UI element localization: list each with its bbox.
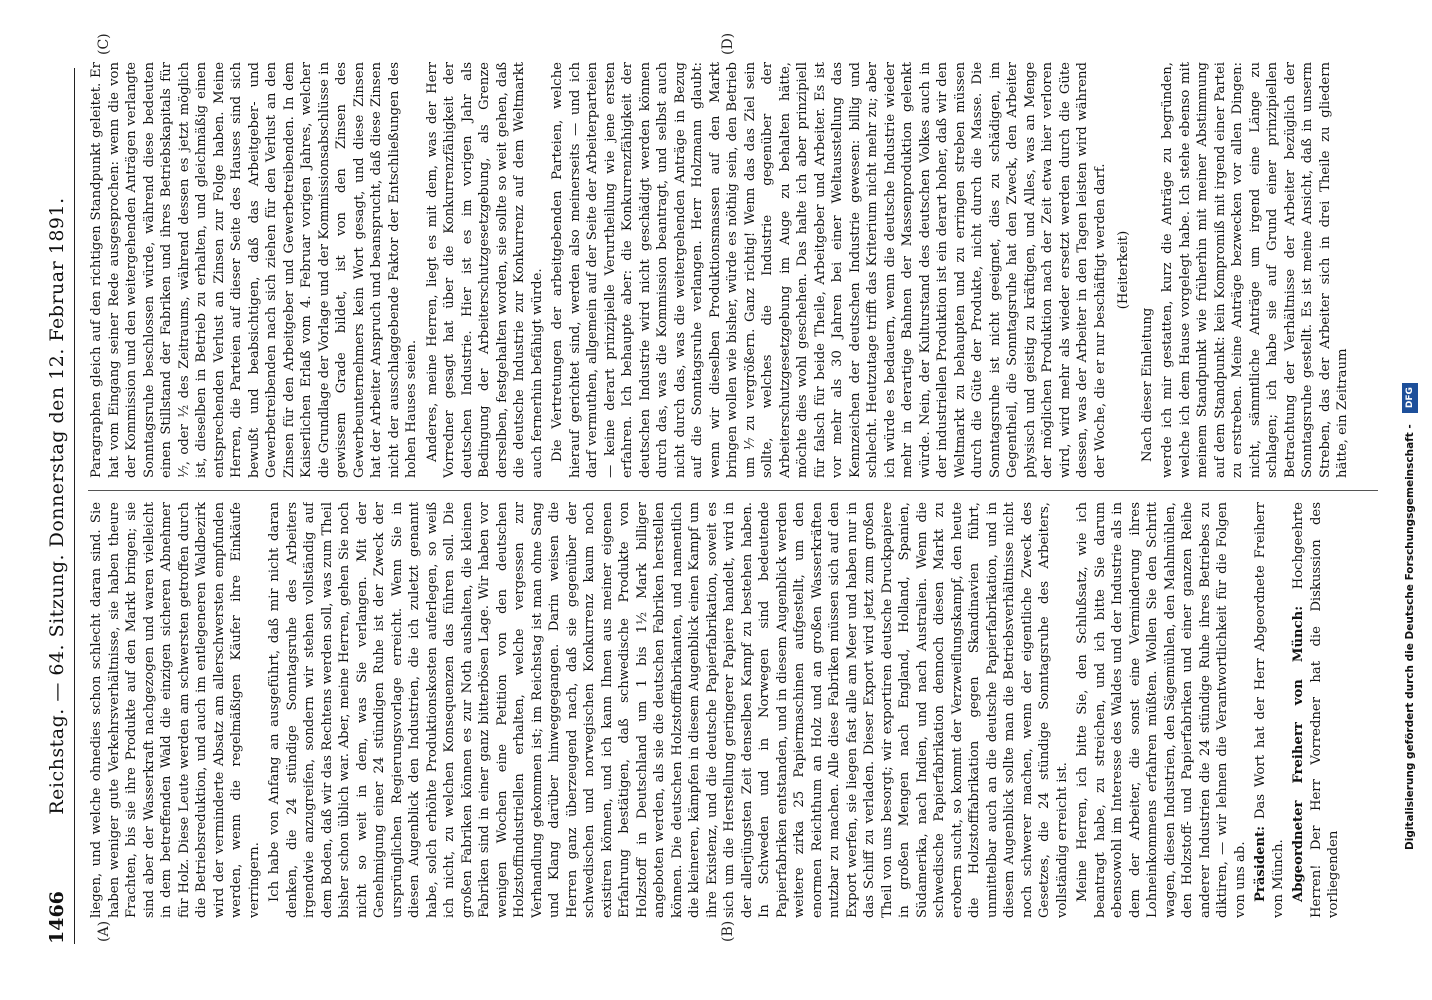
page-title: Reichstag. — 64. Sitzung. Donnerstag den 12. Februar 1891.	[46, 197, 68, 815]
president-statement	[1252, 502, 1287, 918]
interjection: (Heiterkeit)	[1116, 230, 1131, 310]
paragraph: Paragraphen gleich auf den richtigen Standpunkt geleitet. Er hat vom Eingang seiner Rede ausgesprochen: wenn die von der Kommission und den weitergehenden Anträgen verlangte Sonntagsruhe beschlossen würde, während diese bedeuten einen Stillstand der Fabriken und ihres Betriebskapitals für ¹⁄₇, oder ¹⁄₂ des Zeitraums, während dessen es jetzt möglich ist, dieselben in Betrieb zu erhalten, und gleichmäßig einen entsprechenden Verlust an Zinsen zur Folge haben. Meine Herren, die Parteien auf dieser Seite des Hauses sind sich bewußt und beabsichtigen, daß das Arbeitgeber- und Gewerbetreibenden nach sich ziehen für den Verlust an den Zinsen für den Arbeitgeber und Gewerbetreibenden. In dem Kaiserlichen Erlaß vom 4. Februar vorigen Jahres, welcher die Grundlage der Vorlage und der Kommissionsabschlüsse in gewissem Grade bildet, ist von den Zinsen des Gewerbeunternehmers kein Wort gesagt, und diese Zinsen hat der Arbeiter Anspruch und beansprucht, daß diese Zinsen nicht der ausschlaggebende Faktor der Entschließungen des hohen Hauses seien.	[89, 62, 419, 478]
president-label: Präsident:	[1253, 825, 1268, 902]
paragraph: Meine Herren, ich bitte Sie, den Schlußsatz, wie ich beantragt habe, zu streichen, und ich bitte Sie darum ebensowohl im Interesse des Waldes und der Industrie als in dem der Arbeiter, die sonst eine Verminderung ihres Lohneinkommens erfahren müßten. Wollen Sie den Schritt wagen, diesen Industrien, den Sägemühlen, den Mahlmühlen, den Holzstoff- und Papierfabriken und einer ganzen Reihe anderer Industrien die 24 stündige Ruhe ihres Betriebes zu diktiren, — wir lehnen die Verantwortlichkeit für die Folgen von uns ab.	[1075, 502, 1248, 918]
margin-mark-b: (B)	[720, 920, 736, 942]
paragraph: Anderes, meine Herren, liegt es mit dem, was der Herr Vorredner gesagt hat über die Konkurrenzfähigkeit der deutschen Industrie. Hier ist es im vorigen Jahr als Bedingung der Arbeiterschutzgesetzgebung, als Grenze derselben, festgehalten worden, sie sollte so weit gehen, daß die deutsche Industrie zur Konkurrenz auf dem Weltmarkt auch fernerhin befähigt würde.	[424, 62, 545, 478]
dfg-logo: DFG	[1402, 383, 1418, 413]
speaker-statement	[1290, 502, 1343, 918]
page-number: 1466	[46, 891, 68, 944]
margin-mark-d: (D)	[720, 32, 736, 55]
column-divider	[88, 490, 1378, 491]
digitization-footer	[1402, 150, 1422, 850]
president-text: Das Wort hat der Herr Abgeordnete Freiherr von Münch.	[1253, 502, 1286, 918]
margin-mark-c: (C)	[96, 33, 112, 55]
paragraph: liegen, und welche ohnedies schon schlecht daran sind. Sie haben weniger gute Verkehrsverhältnisse, sie haben theure Frachten, bis sie ihre Produkte auf den Markt bringen; sie sind aber der Wasserkraft nachgezogen und waren vielleicht in dem betreffenden Wald die einzigen sicheren Abnehmer für Holz. Diese Leute werden am schwersten getroffen durch die Betriebsreduktion, und auch im entlegeneren Waldbezirk wird der verminderte Absatz am allerschwersten empfunden werden, wenn die regelmäßigen Käufer ihre Einkäufe verringern.	[89, 502, 262, 918]
digitization-note: Digitalisierung gefördert durch die Deutsche Forschungsgemeinschaft -	[1404, 424, 1416, 850]
paragraph: Ich habe von Anfang an ausgeführt, daß mir nicht daran denken, die 24 stündige Sonntagsruhe des Arbeiters irgendwie anzugreifen, sondern wir stehen vollständig auf dem Boden, daß wir das Rechtens werden soll, was zum Theil bisher schon üblich war. Aber, meine Herren, gehen Sie noch nicht so weit in dem, was Sie verlangen. Mit der Genehmigung einer 24 stündigen Ruhe ist der Zweck der ursprünglichen Regierungsvorlage erreicht. Wenn Sie in diesen Augenblick den Industrien, die ich zuletzt genannt habe, solch erhöhte Produktionskosten auferlegen, so weiß ich nicht, zu welchen Konsequenzen das führen soll. Die großen Fabriken können es zur Noth aushalten, die kleinen Fabriken sind in einer ganz bitterbösen Lage. Wir haben vor wenigen Wochen eine Petition von den deutschen Holzstoffindustriellen erhalten, welche vergessen zur Verhandlung gekommen ist; im Reichstag ist man ohne Sang und Klang darüber hinweggegangen. Darin weisen die Herren ganz überzeugend nach, daß sie gegenüber der schwedischen und norwegischen Konkurrenz kaum noch existiren können, und ich kann Ihnen aus meiner eigenen Erfahrung bestätigen, daß schwedische Produkte von Holzstoff in Deutschland um 1 bis 1½ Mark billiger angeboten werden, als sie die deutschen Fabriken herstellen können. Die deutschen Holzstofffabrikanten, und namentlich die kleineren, kämpfen in diesem Augenblick einen Kampf um ihre Existenz, und die deutsche Papierfabrikation, soweit es sich um die Herstellung geringerer Papiere handelt, wird in der allerjüngsten Zeit denselben Kampf zu bestehen haben. In Schweden und in Norwegen sind bedeutende Papierfabriken entstanden, und in diesem Augenblick werden weitere zirka 25 Papiermaschinen aufgestellt, um den enormen Reichthum an Holz und an großen Wasserkräften nutzbar zu machen. Alle diese Fabriken müssen sich auf den Export werfen, sie liegen fast alle am Meer und haben nur in das Schiff zu verladen. Dieser Export wird jetzt zum großen Theil von uns besorgt; wir exportiren deutsche Druckpapiere in großen Mengen nach England, Holland, Spanien, Südamerika, nach Indien, und nach Australien. Wenn die schwedische Papierfabrikation dennoch diesen Markt zu erobern sucht, so kommt der Verzweiflungskampf, den heute die Holzstofffabrikation gegen Skandinavien führt, unmittelbar auch an die deutsche Papierfabrikation, und in diesem Augenblick sollte man die Betriebsverhältnisse nicht noch schwerer machen, wenn der eigentliche Zweck des Gesetzes, die 24 stündige Sonntagsruhe des Arbeiters, vollständig erreicht ist.	[267, 502, 1070, 918]
note-line: Nach dieser Einleitung	[1139, 307, 1155, 462]
paragraph: Die Vertretungen der arbeitgebenden Parteien, welche hierauf gerichtet sind, werden also meinerseits — und ich darf vermuthen, allgemein auf der Seite der Arbeiterparteien — keine derart prinzipielle Verurtheilung wie jene ersten erfahren. Ich behaupte aber: die Konkurrenzfähigkeit der deutschen Industrie wird nicht geschädigt werden können durch das, was die Kommission beantragt, und selbst auch nicht durch das, was die weitergehenden Anträge in Bezug auf die Sonntagsruhe verlangen. Herr Holzmann glaubt: wenn wir dieselben Produktionsmassen auf den Markt bringen wollen wie bisher, würde es nöthig sein, den Betrieb um ¹⁄₇ zu vergrößern. Ganz richtig! Wenn das das Ziel sein sollte, welches die Industrie gegenüber der Arbeiterschutzgesetzgebung im Auge zu behalten hätte, möchte dies wohl geschehen. Das halte ich aber prinzipiell für falsch für beide Theile, Arbeitgeber und Arbeiter. Es ist vor mehr als 30 Jahren bei einer Weltausstellung das Kennzeichen der deutschen Industrie gewesen: billig und schlecht. Heutzutage trifft das Kriterium nicht mehr zu; aber ich würde es bedauern, wenn die deutsche Industrie wieder mehr in derartige Bahnen der Massenproduktion gelenkt würde. Nein, der Kulturstand des deutschen Volkes auch in der industriellen Produktion ist ein derart hoher, daß wir den Weltmarkt zu behaupten und zu erringen streben müssen durch die Güte der Produkte, nicht durch die Masse. Die Sonntagsruhe ist nicht geeignet, dies zu schädigen, im Gegentheil, die Sonntagsruhe hat den Zweck, den Arbeiter physisch und geistig zu kräftigen, und Alles, was an Menge der möglichen Produktion nach der Zeit etwa hier verloren wird, wird mehr als wieder ersetzt werden durch die Güte dessen, was der Arbeiter in den Tagen leisten wird während der Woche, die er nur beschäftigt werden darf.	[550, 62, 1108, 478]
paragraph: werde ich mir gestatten, kurz die Anträge zu begründen, welche ich dem Hause vorgelegt habe. Ich stehe ebenso mit meinem Standpunkt wie früherhin mit meiner Abstimmung auf dem Standpunkt: kein Kompromiß mit irgend einer Partei zu erstreben. Meine Anträge bezwecken vor allen Dingen: nicht, sämmtliche Anträge um irgend eine Länge zu schlagen; ich habe sie auf Grund einer prinzipiellen Betrachtung der Verhältnisse der Arbeiter bezüglich der Sonntagsruhe gestellt. Es ist meine Ansicht, daß in unserm Streben, das der Arbeiter sich in drei Theile zu gliedern hätte, ein Zeitraum	[1160, 62, 1350, 478]
right-column	[88, 62, 1388, 478]
margin-mark-a: (A)	[96, 920, 112, 942]
page-header	[40, 68, 75, 944]
speaker-intro: Abgeordneter Freiherr von Münch:	[1291, 605, 1306, 902]
speaker-text: Hochgeehrte Herren! Der Herr Vorredner hat die Diskussion des vorliegenden	[1291, 502, 1341, 918]
left-column	[88, 502, 1388, 918]
